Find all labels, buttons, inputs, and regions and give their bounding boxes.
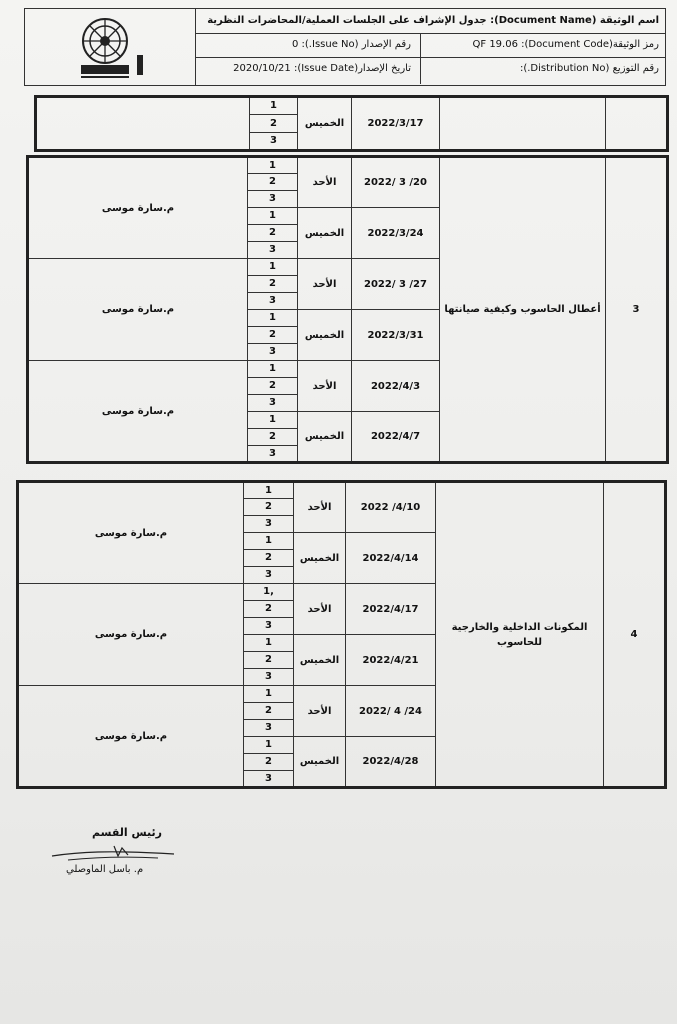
session-number: 2 xyxy=(248,429,298,446)
department-head-name: م. باسل الماوصلي xyxy=(66,864,144,875)
lecture-topic: المكونات الداخلية والخارجية للحاسوب xyxy=(436,482,604,788)
day-cell: الخميس xyxy=(294,635,346,686)
session-number: 2 xyxy=(244,601,294,618)
session-number: 1 xyxy=(244,482,294,499)
session-number: 1 xyxy=(248,259,298,276)
day-cell: الخميس xyxy=(298,310,352,361)
session-number: 1 xyxy=(248,208,298,225)
session-number: 3 xyxy=(244,567,294,584)
date-cell: 2022/ 3 /20 xyxy=(352,157,440,208)
instructor-name: م.سارة موسى xyxy=(18,686,244,788)
lecture-topic: أعطال الحاسوب وكيفية صيانتها xyxy=(440,157,606,463)
session-number: 3 xyxy=(244,771,294,788)
instructor-name: م.سارة موسى xyxy=(28,361,248,463)
day-cell: الخميس xyxy=(294,533,346,584)
session-number: 1 xyxy=(248,310,298,327)
session-number: 1 xyxy=(248,157,298,174)
day-cell: الأحد xyxy=(298,259,352,310)
session-number: 2 xyxy=(248,378,298,395)
date-cell: 2022/ 3 /27 xyxy=(352,259,440,310)
document-header xyxy=(24,8,666,86)
date-cell: 2022/3/24 xyxy=(352,208,440,259)
session-number: 3 xyxy=(250,133,298,151)
session-number: 2 xyxy=(250,115,298,133)
document-code: رمز الوثيقة(Document Code): QF 19.06 xyxy=(472,39,659,50)
session-number: 3 xyxy=(244,669,294,686)
row-index: 4 xyxy=(604,482,666,788)
day-cell: الأحد xyxy=(294,482,346,533)
date-cell: 2022/3/17 xyxy=(352,97,440,151)
header-row-document-name xyxy=(195,9,665,34)
issue-number: رقم الإصدار (Issue No.): 0 xyxy=(291,39,411,50)
row-index: 3 xyxy=(606,157,668,463)
session-number: 3 xyxy=(248,242,298,259)
day-cell: الأحد xyxy=(294,686,346,737)
session-number: 1 xyxy=(248,361,298,378)
session-number: 1 xyxy=(244,635,294,652)
topic-cell xyxy=(440,97,606,151)
date-cell: 2022/3/31 xyxy=(352,310,440,361)
handwritten-signature xyxy=(48,842,178,864)
session-number: 3 xyxy=(248,395,298,412)
session-number: 3 xyxy=(248,293,298,310)
session-number: 1 xyxy=(244,533,294,550)
session-number: 3 xyxy=(248,446,298,463)
date-cell: 2022/4/3 xyxy=(352,361,440,412)
session-number: 3 xyxy=(244,720,294,737)
university-logo xyxy=(67,15,155,81)
logo-cell xyxy=(25,9,196,85)
date-cell: 2022/4/14 xyxy=(346,533,436,584)
date-cell: 2022/4/17 xyxy=(346,584,436,635)
instructor-name: م.سارة موسى xyxy=(18,584,244,686)
session-number: 2 xyxy=(244,652,294,669)
day-cell: الأحد xyxy=(294,584,346,635)
issue-date: تاريخ الإصدار(Issue Date): 2020/10/21 xyxy=(233,63,411,74)
index-cell xyxy=(606,97,668,151)
instructor-name: م.سارة موسى xyxy=(28,259,248,361)
session-number: 1 xyxy=(248,412,298,429)
schedule-table-section-3 xyxy=(26,155,669,464)
header-row-distribution xyxy=(195,57,665,84)
date-cell: 2022/4/21 xyxy=(346,635,436,686)
session-number: 3 xyxy=(244,618,294,635)
day-cell: الخميس xyxy=(298,97,352,151)
day-cell: الخميس xyxy=(298,208,352,259)
session-number: 2 xyxy=(244,703,294,720)
date-cell: 2022 /4/10 xyxy=(346,482,436,533)
day-cell: الخميس xyxy=(298,412,352,463)
department-head-title: رئيس القسم xyxy=(92,826,162,839)
session-number: 2 xyxy=(244,499,294,516)
instructor-name: م.سارة موسى xyxy=(28,157,248,259)
session-number: 2 xyxy=(248,327,298,344)
session-number: 2 xyxy=(248,225,298,242)
document-name: اسم الوثيقة (Document Name): جدول الإشراف على الجلسات العملية/المحاضرات النظرية xyxy=(207,15,659,26)
instructor-cell xyxy=(36,97,250,151)
session-number: 1 xyxy=(250,97,298,115)
date-cell: 2022/4/7 xyxy=(352,412,440,463)
session-number: 2 xyxy=(244,550,294,567)
session-number: 1, xyxy=(244,584,294,601)
session-number: 1 xyxy=(244,686,294,703)
schedule-table-continued xyxy=(34,95,669,152)
day-cell: الأحد xyxy=(298,157,352,208)
session-number: 3 xyxy=(244,516,294,533)
header-row-code xyxy=(195,33,665,58)
session-number: 2 xyxy=(248,174,298,191)
session-number: 1 xyxy=(244,737,294,754)
instructor-name: م.سارة موسى xyxy=(18,482,244,584)
distribution-number: رقم التوزيع (Distribution No.): xyxy=(519,63,659,74)
day-cell: الخميس xyxy=(294,737,346,788)
session-number: 2 xyxy=(248,276,298,293)
schedule-table-section-4 xyxy=(16,480,667,789)
day-cell: الأحد xyxy=(298,361,352,412)
session-number: 2 xyxy=(244,754,294,771)
session-number: 3 xyxy=(248,344,298,361)
date-cell: 2022/4/28 xyxy=(346,737,436,788)
date-cell: 2022/ 4 /24 xyxy=(346,686,436,737)
session-number: 3 xyxy=(248,191,298,208)
